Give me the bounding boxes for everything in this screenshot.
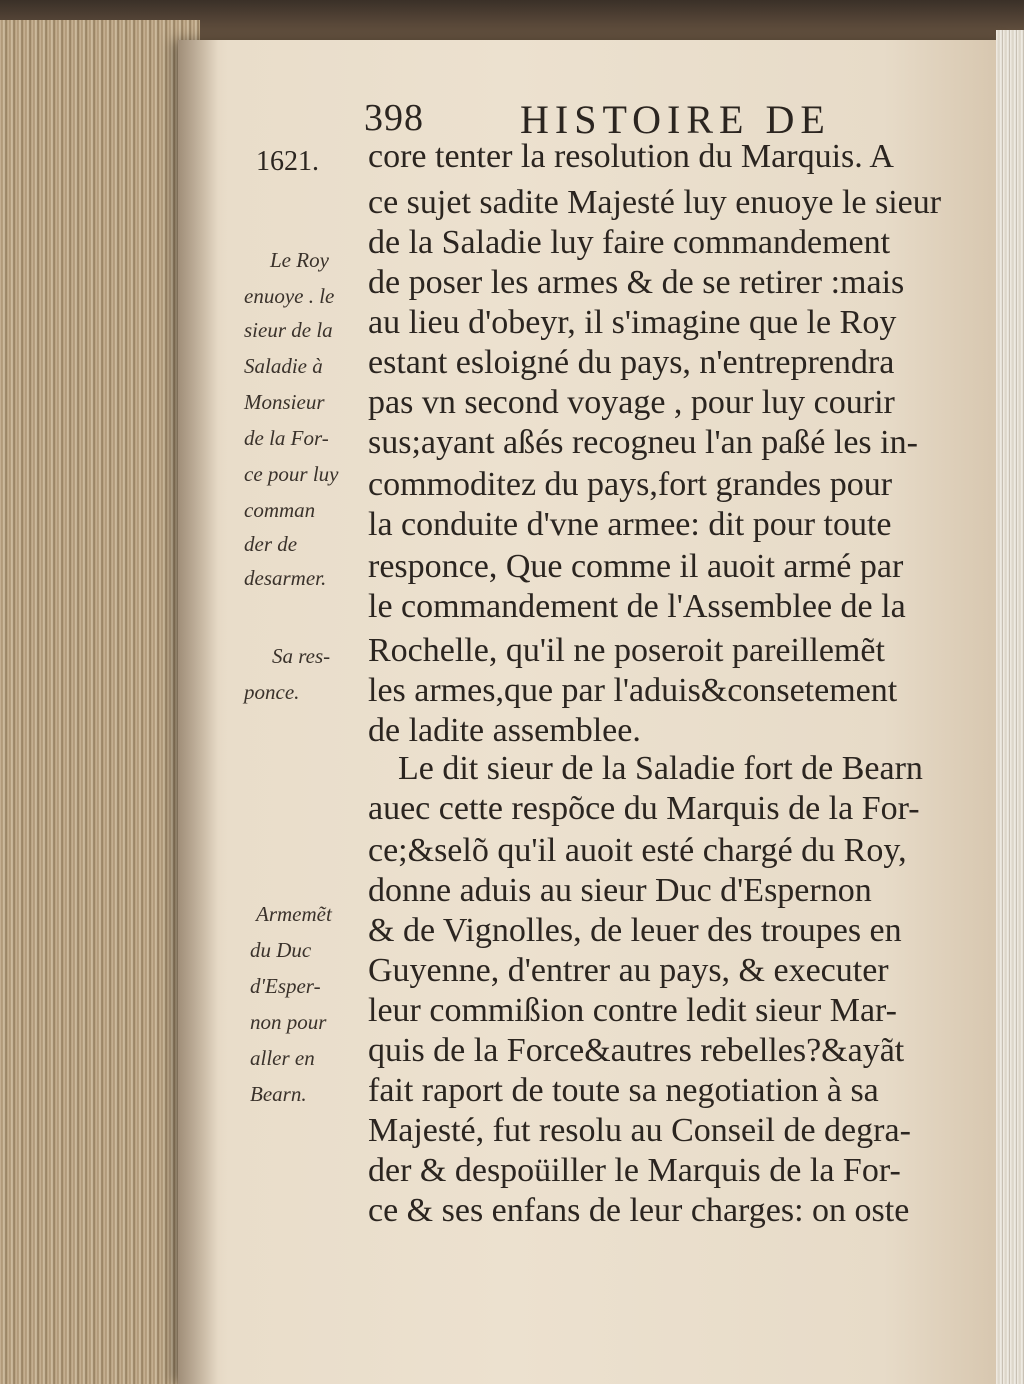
text-line: & de Vignolles, de leuer des troupes en	[368, 912, 902, 949]
page-edges-right	[996, 30, 1024, 1384]
margin-note-line: aller en	[250, 1046, 315, 1070]
text-line: de poser les armes & de se retirer :mais	[368, 264, 905, 301]
page-edges-left	[0, 20, 200, 1384]
text-line: auec cette respõce du Marquis de la For-	[368, 790, 920, 827]
text-line: core tenter la resolution du Marquis. A	[368, 138, 894, 175]
text-line: ce;&selõ qu'il auoit esté chargé du Roy,	[368, 832, 907, 869]
margin-note-line: enuoye . le	[244, 284, 335, 308]
margin-note-line: Le Roy	[270, 248, 329, 272]
text-line: estant esloigné du pays, n'entreprendra	[368, 344, 895, 381]
text-line: responce, Que comme il auoit armé par	[368, 548, 904, 585]
margin-year: 1621.	[256, 146, 319, 177]
text-line: sus;ayant aßés recogneu l'an paßé les in-	[368, 424, 918, 461]
margin-note-line: Bearn.	[250, 1082, 307, 1106]
margin-note-line: comman	[244, 498, 316, 522]
text-line: les armes,que par l'aduis&consetement	[368, 672, 898, 709]
margin-note-line: ce pour luy	[244, 462, 339, 486]
text-line: Majesté, fut resolu au Conseil de degra-	[368, 1112, 911, 1149]
text-line: ce sujet sadite Majesté luy enuoye le sieur	[368, 184, 942, 221]
text-line: commoditez du pays,fort grandes pour	[368, 466, 893, 503]
text-line: le commandement de l'Assemblee de la	[368, 588, 906, 625]
text-line: de ladite assemblee.	[368, 712, 641, 749]
text-line: donne aduis au sieur Duc d'Espernon	[368, 872, 872, 909]
margin-note-line: Saladie à	[244, 354, 323, 378]
margin-note-line: d'Esper-	[250, 974, 321, 998]
margin-note-line: de la For-	[244, 426, 329, 450]
text-line: Rochelle, qu'il ne poseroit pareillemẽt	[368, 632, 885, 669]
text-line: la conduite d'vne armee: dit pour toute	[368, 506, 892, 543]
text-line: pas vn second voyage , pour luy courir	[368, 384, 895, 421]
margin-note-line: Armemẽt	[256, 902, 332, 926]
text-line: der & despoüiller le Marquis de la For-	[368, 1152, 901, 1189]
margin-note-line: Monsieur	[244, 390, 325, 414]
text-line: au lieu d'obeyr, il s'imagine que le Roy	[368, 304, 897, 341]
text-line: Guyenne, d'entrer au pays, & executer	[368, 952, 889, 989]
margin-note-line: der de	[244, 532, 298, 556]
text-line: quis de la Force&autres rebelles?&ayãt	[368, 1032, 905, 1069]
margin-note-line: desarmer.	[244, 566, 327, 590]
text-line: ce & ses enfans de leur charges: on oste	[368, 1192, 910, 1229]
margin-note-line: Sa res-	[272, 644, 331, 668]
text-line: de la Saladie luy faire commandement	[368, 224, 891, 261]
gutter-shadow	[178, 40, 218, 1384]
running-head: HISTOIRE DE	[520, 97, 831, 142]
margin-note-line: non pour	[250, 1010, 327, 1034]
text-line: fait raport de toute sa negotiation à sa	[368, 1072, 879, 1109]
margin-note-line: du Duc	[250, 938, 312, 962]
text-line: Le dit sieur de la Saladie fort de Bearn	[398, 750, 923, 787]
page-number: 398	[364, 97, 424, 139]
margin-note-line: sieur de la	[244, 318, 333, 342]
margin-note-line: ponce.	[244, 680, 300, 704]
text-line: leur commißion contre ledit sieur Mar-	[368, 992, 897, 1029]
